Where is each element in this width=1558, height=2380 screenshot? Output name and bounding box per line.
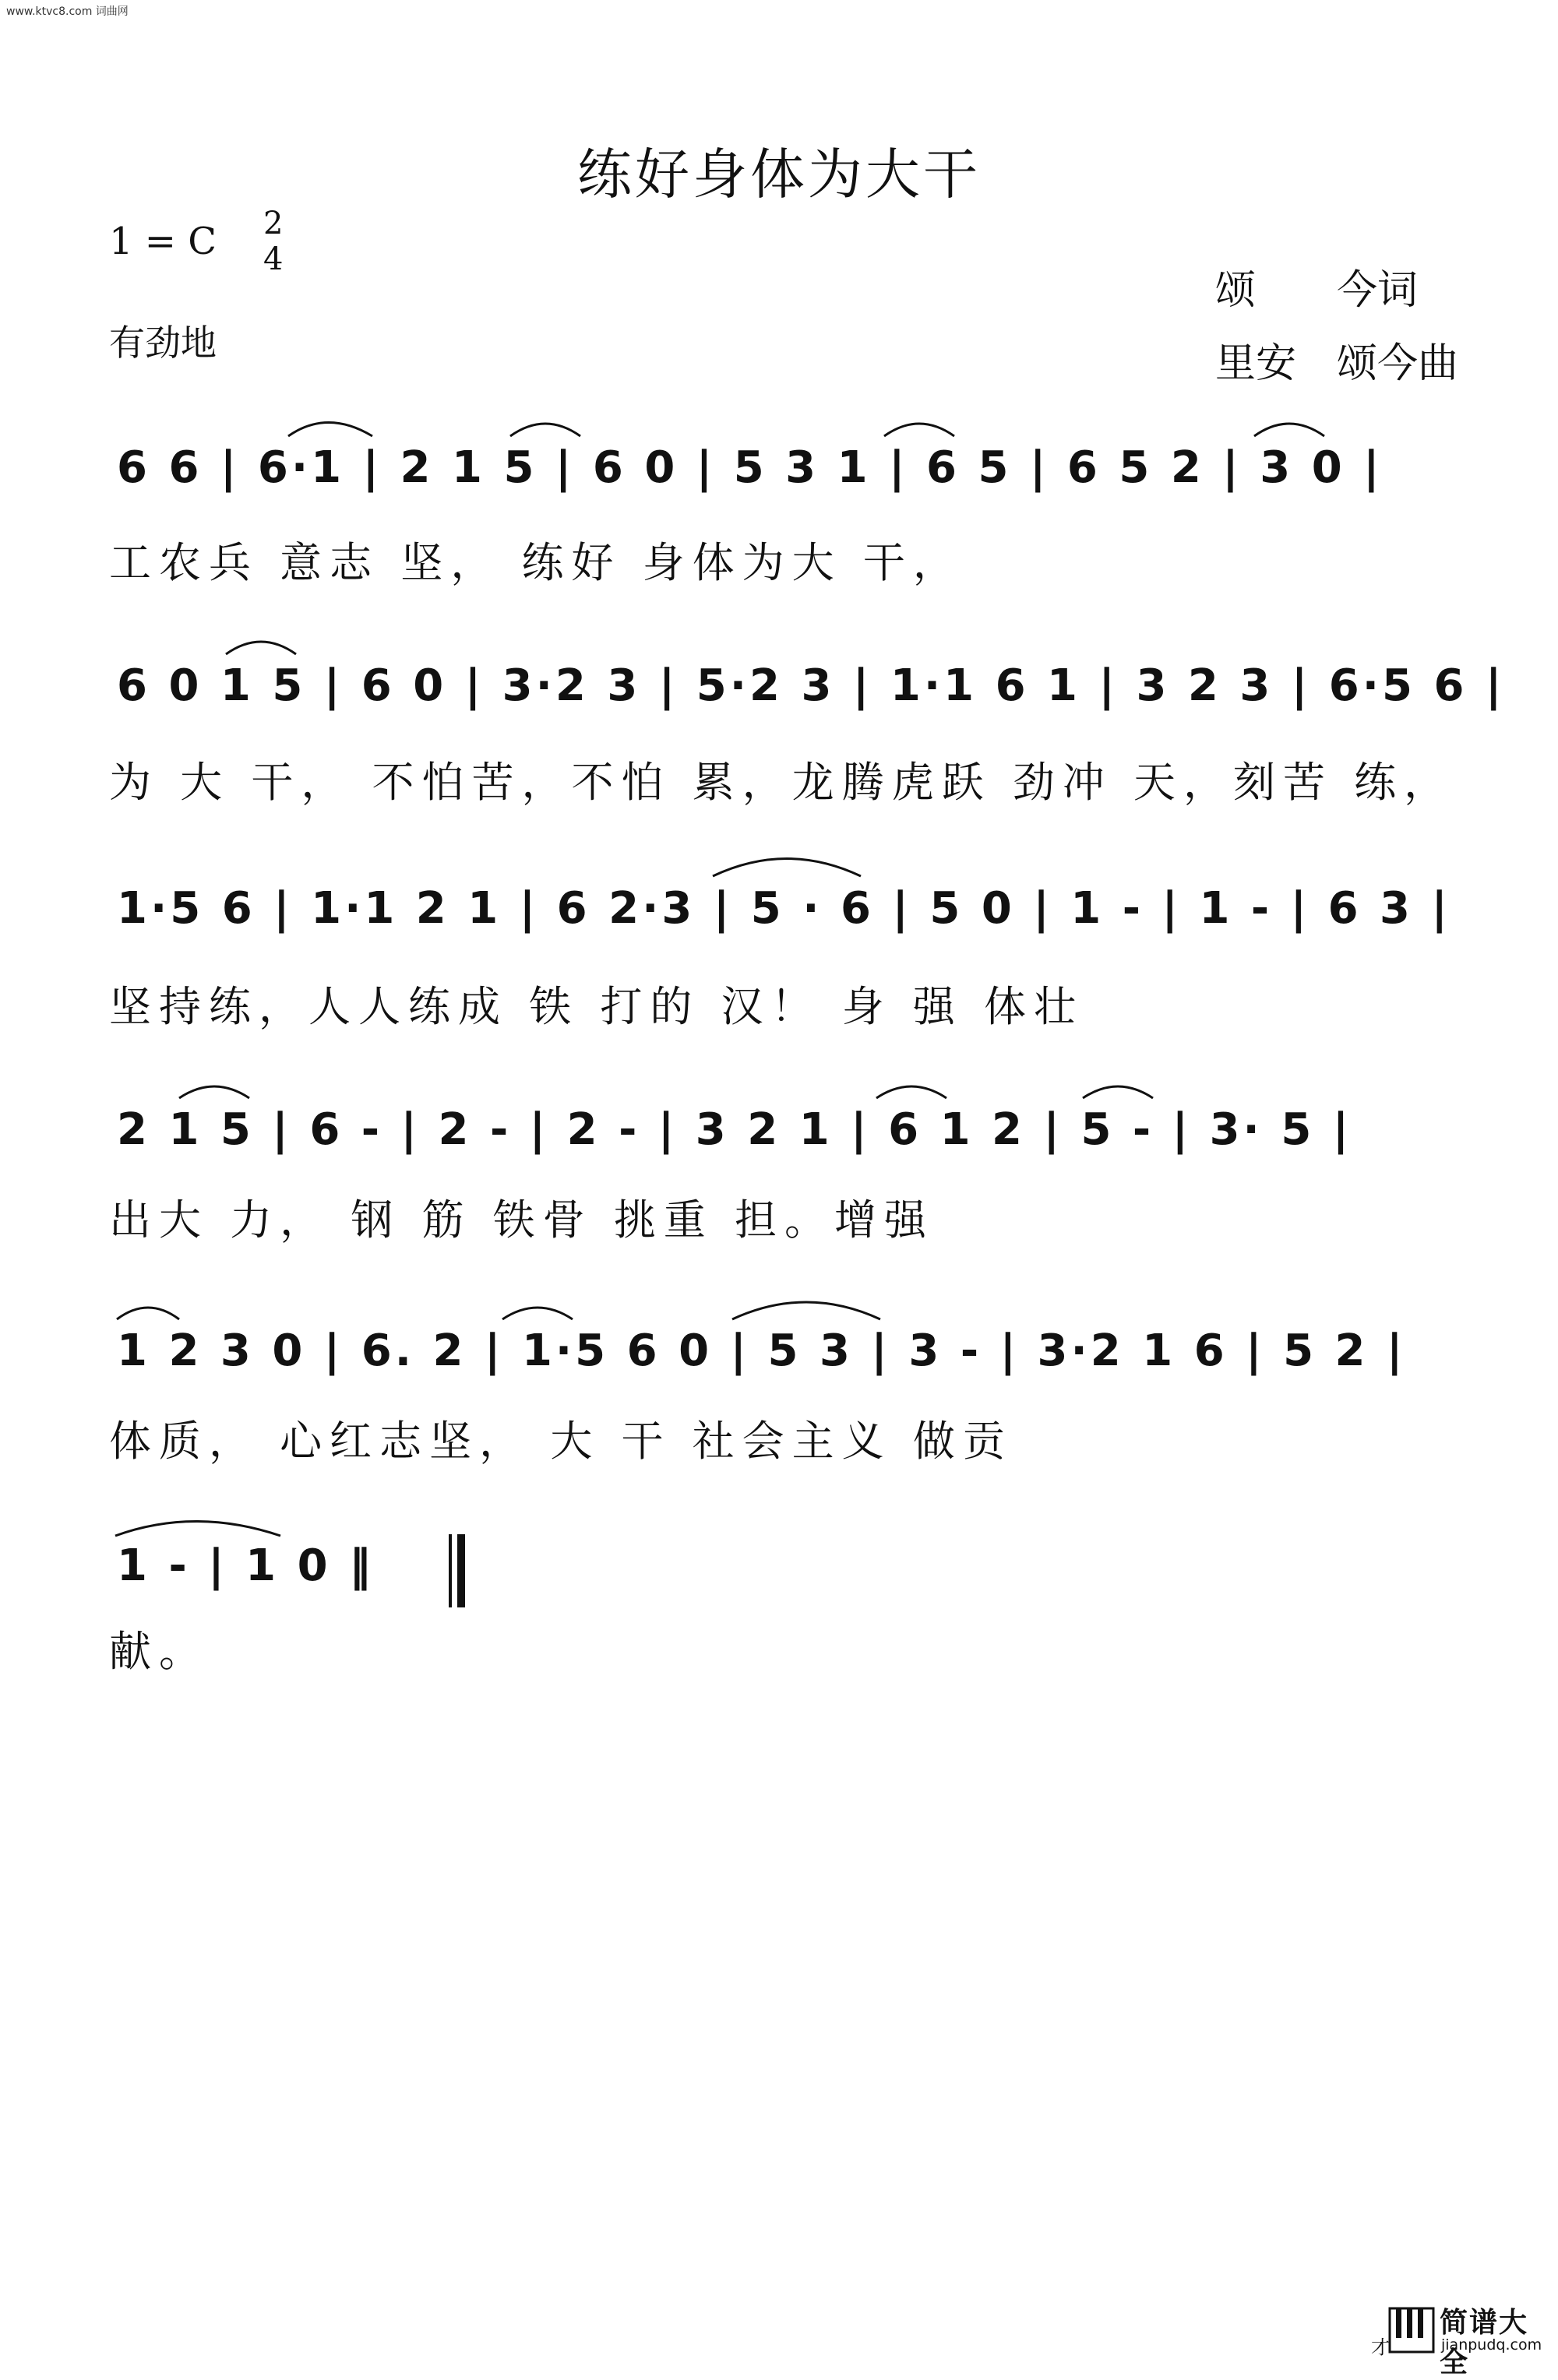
notes-row-1: 6 6 | 6·1 | 2 1 5 | 6 0 | 5 3 1 | 6 5 | 6 5 2 | 3 0 |: [117, 442, 1383, 493]
corner-mark: 才: [1371, 2336, 1390, 2358]
notes-row-2: 6 0 1 5 | 6 0 | 3·2 3 | 5·2 3 | 1·1 6 1 | 3 2 3 | 6·5 6 |: [117, 660, 1505, 711]
notes-row-5: 1 2 3 0 | 6. 2 | 1·5 6 0 | 5 3 | 3 - | 3·2 1 6 | 5 2 |: [117, 1326, 1406, 1376]
key-signature: 1 = C: [109, 220, 217, 263]
lyrics-row-5: 体质， 心红志坚， 大 干 社会主义 做贡: [109, 1417, 1013, 1466]
slur-7: [179, 1086, 249, 1098]
notes-row-6: 1 - | 1 0 ‖: [117, 1540, 375, 1591]
slur-2: [510, 424, 580, 436]
tempo-marking: 有劲地: [109, 322, 217, 364]
slur-5: [226, 642, 296, 654]
lyricist-credit: 颂 今词: [1215, 267, 1419, 314]
meter-top: 2: [263, 206, 284, 241]
slur-13: [115, 1522, 280, 1537]
slur-10: [117, 1308, 179, 1319]
slur-1: [288, 423, 372, 437]
slur-4: [1254, 424, 1324, 436]
brand-watermark: [1388, 2302, 1555, 2378]
notes-row-3: 1·5 6 | 1·1 2 1 | 6 2·3 | 5 · 6 | 5 0 | 1 - | 1 - | 6 3 |: [117, 883, 1450, 934]
piano-keys-icon: [1388, 2307, 1435, 2354]
lyrics-row-6: 献。: [109, 1627, 209, 1676]
lyrics-row-1: 工农兵 意志 坚， 练好 身体为大 干，: [109, 538, 963, 587]
slur-12: [732, 1302, 880, 1319]
slur-11: [502, 1308, 573, 1319]
lyrics-row-3: 坚持练，人人练成 铁 打的 汉！ 身 强 体壮: [109, 982, 1084, 1031]
composer-credit: 里安 颂今曲: [1215, 340, 1459, 387]
brand-name: 简谱大全: [1440, 2307, 1529, 2378]
meter-bottom: 4: [263, 241, 284, 277]
lyrics-row-4: 出大 力， 钢 筋 铁骨 挑重 担。增强: [109, 1195, 934, 1245]
site-watermark: www.ktvc8.com 词曲网: [6, 5, 129, 18]
lyrics-row-2: 为 大 干， 不怕苦，不怕 累，龙腾虎跃 劲冲 天，刻苦 练，: [109, 758, 1454, 807]
song-title: 练好身体为大干: [577, 143, 981, 206]
brand-url: jianpudq.com: [1441, 2336, 1542, 2354]
notes-row-4: 2 1 5 | 6 - | 2 - | 2 - | 3 2 1 | 6 1 2 | 5 - | 3· 5 |: [117, 1104, 1352, 1155]
slur-9: [1083, 1086, 1153, 1098]
slur-3: [884, 424, 954, 436]
slur-8: [876, 1086, 946, 1098]
slur-6: [713, 859, 861, 877]
